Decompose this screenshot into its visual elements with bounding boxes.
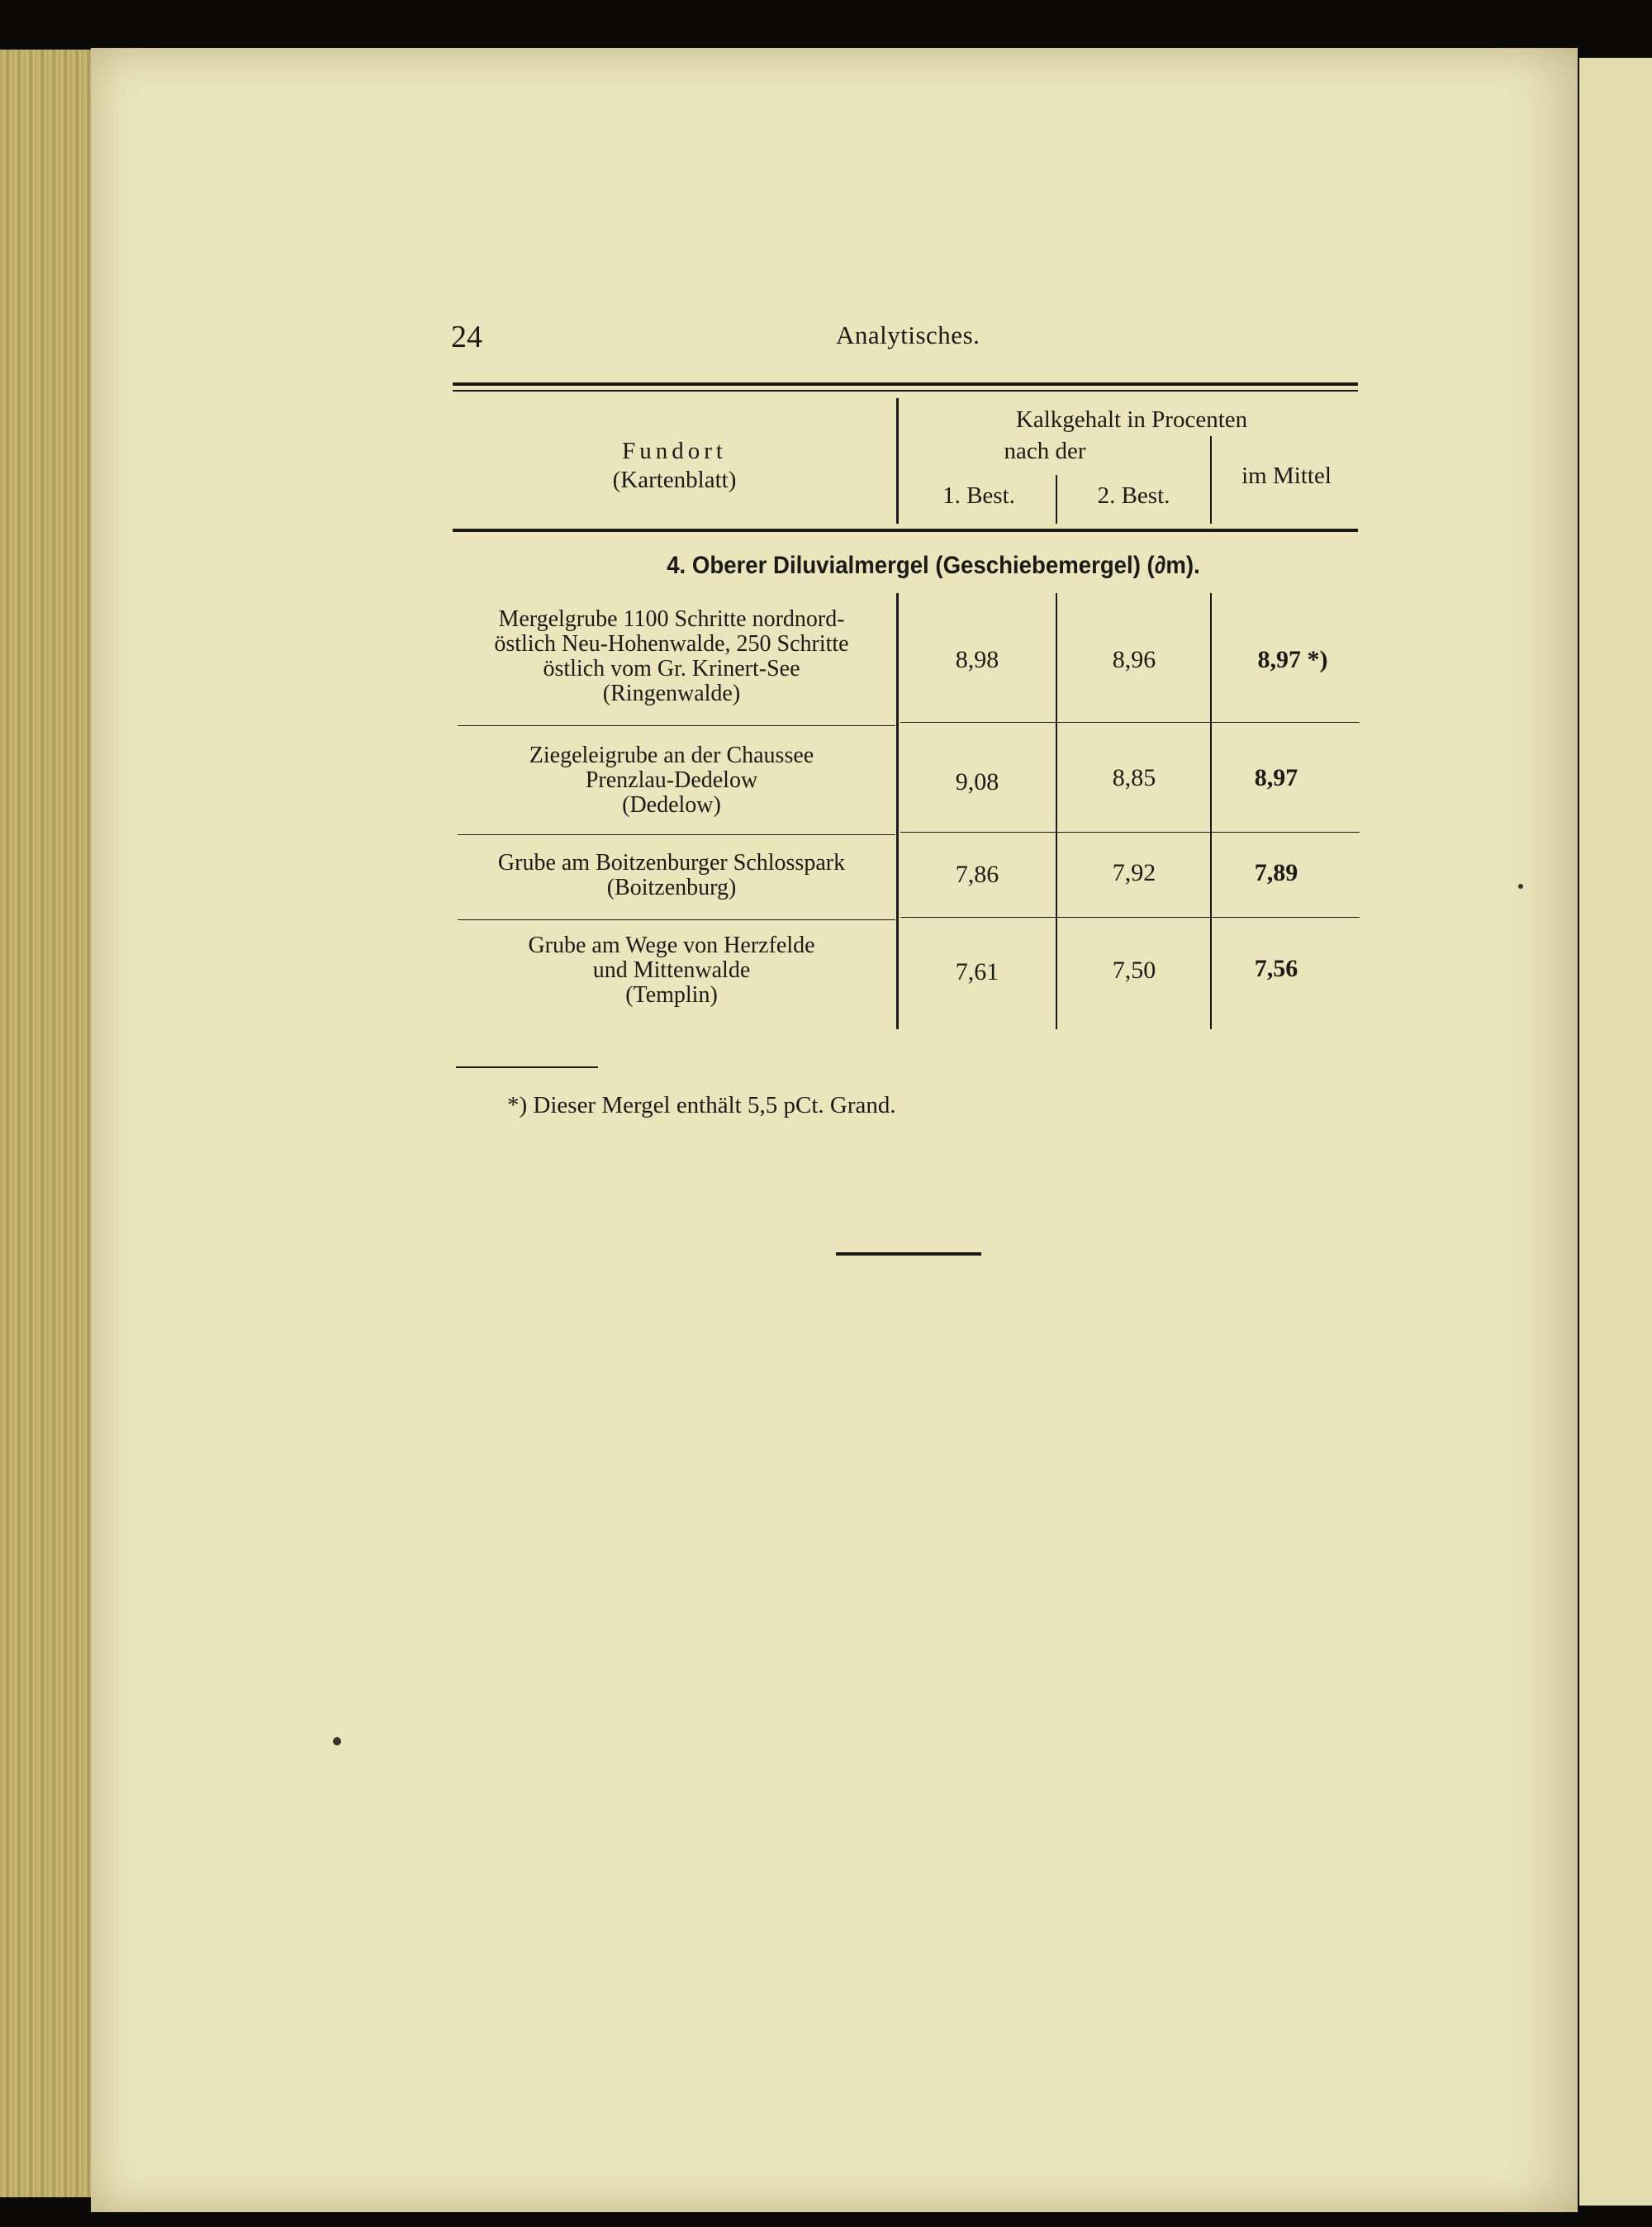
- row-4-location: [453, 933, 890, 1008]
- location-line: Grube am Boitzenburger Schlosspark: [497, 850, 846, 876]
- body-divider-main: [896, 593, 899, 1029]
- ink-speck: [1518, 884, 1523, 889]
- location-line: östlich Neu-Hohenwalde, 250 Schritte: [494, 631, 849, 657]
- body-divider-best: [1056, 593, 1057, 1029]
- footnote-separator: [456, 1066, 598, 1068]
- table-top-rule-thin: [453, 390, 1358, 392]
- row-1-best1: 8,98: [955, 646, 999, 673]
- row-2-mittel: 8,97: [1254, 764, 1298, 791]
- header-mittel: im Mittel: [1241, 463, 1332, 489]
- header-kartenblatt: (Kartenblatt): [612, 467, 737, 493]
- row-1-mittel: 8,97 *): [1257, 646, 1328, 673]
- location-line: (Ringenwalde): [602, 681, 741, 706]
- row-1-best2: 8,96: [1112, 646, 1156, 673]
- header-divider-main: [896, 398, 899, 524]
- table-top-rule: [453, 382, 1358, 386]
- location-line: (Templin): [625, 982, 718, 1008]
- row-2-location: [453, 743, 890, 818]
- row-3-best2: 7,92: [1112, 859, 1156, 886]
- location-line: Grube am Wege von Herzfelde: [528, 933, 815, 958]
- location-line: Mergelgrube 1100 Schritte nordnord-: [498, 606, 845, 632]
- row-3-best1: 7,86: [955, 861, 999, 888]
- row-2-best2: 8,85: [1112, 764, 1156, 791]
- location-line: (Dedelow): [622, 792, 721, 818]
- facing-page-edge: [1579, 58, 1652, 2206]
- header-nach-der: nach der: [1004, 438, 1086, 464]
- location-line: Prenzlau-Dedelow: [585, 767, 758, 793]
- header-divider-mittel: [1210, 436, 1212, 524]
- row-4-best2: 7,50: [1112, 957, 1156, 984]
- page-number: 24: [451, 320, 482, 354]
- book-page: [91, 48, 1578, 2212]
- footnote: *) Dieser Mergel enthält 5,5 pCt. Grand.: [507, 1092, 896, 1118]
- running-head: Analytisches.: [836, 321, 980, 349]
- book-page-edges: [0, 50, 99, 2197]
- header-divider-best: [1056, 475, 1057, 524]
- header-fundort: Fundort: [622, 438, 727, 464]
- row-2-best1: 9,08: [955, 768, 999, 795]
- row-3-mittel: 7,89: [1254, 859, 1298, 886]
- row-separator: [900, 917, 1360, 918]
- location-line: östlich vom Gr. Krinert-See: [543, 656, 800, 681]
- header-kalkgehalt: Kalkgehalt in Procenten: [1015, 406, 1248, 433]
- section-end-rule: [836, 1252, 981, 1256]
- header-best2: 2. Best.: [1097, 482, 1170, 509]
- row-separator: [458, 834, 895, 835]
- row-4-best1: 7,61: [955, 958, 999, 985]
- row-4-mittel: 7,56: [1254, 955, 1298, 982]
- location-line: und Mittenwalde: [592, 957, 751, 983]
- location-line: Ziegeleigrube an der Chaussee: [529, 743, 814, 768]
- ink-speck: [333, 1737, 341, 1745]
- row-separator: [458, 919, 895, 920]
- header-bottom-rule: [453, 529, 1358, 532]
- row-separator: [900, 832, 1360, 833]
- row-3-location: [453, 851, 890, 900]
- row-1-location: [453, 607, 890, 706]
- section-title: 4. Oberer Diluvialmergel (Geschiebemergel) (∂m).: [667, 552, 1200, 579]
- row-separator: [458, 725, 895, 726]
- location-line: (Boitzenburg): [606, 875, 737, 900]
- header-best1: 1. Best.: [942, 482, 1015, 509]
- row-separator: [900, 722, 1360, 723]
